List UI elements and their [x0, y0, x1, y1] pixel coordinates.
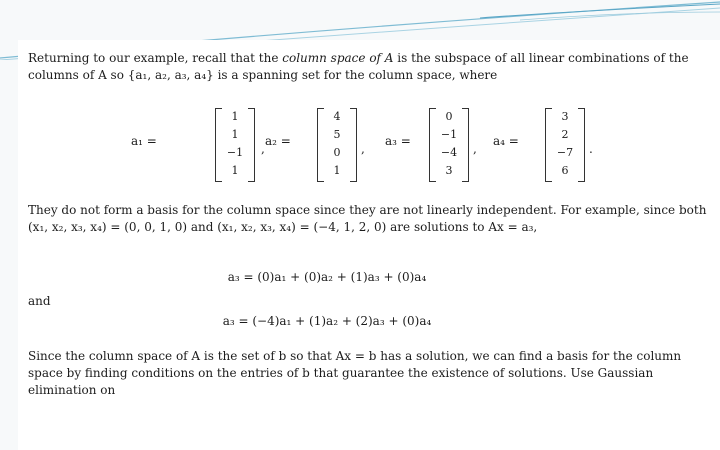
vector-separator: , — [361, 142, 365, 156]
matrix-entry: −1 — [440, 128, 458, 141]
matrix-entry: 6 — [561, 164, 569, 177]
vector-separator: . — [589, 142, 593, 156]
matrix-entry: 1 — [231, 128, 239, 141]
matrix-entry: 5 — [333, 128, 341, 141]
matrix-entry: −7 — [556, 146, 574, 159]
matrix-entry: 1 — [333, 164, 341, 177]
vector-matrix — [223, 108, 247, 180]
matrix-entry: 4 — [333, 110, 341, 123]
matrix-entry: 1 — [231, 110, 239, 123]
vector-label: a₃ = — [385, 134, 411, 148]
basis-paragraph: They do not form a basis for the column space since they are not linearly independent. For example, since both (x₁, x₂, x₃, x₄) = (0, 0, 1, 0) and (x₁, x₂, x₃, x₄) = (−4, 1, 2, 0) are solutions to Ax = a₃, — [28, 203, 707, 234]
column-space-term: column space of A — [282, 51, 394, 65]
slide-content — [18, 40, 720, 450]
matrix-entry: −4 — [440, 146, 458, 159]
equation-2: a₃ = (−4)a₁ + (1)a₂ + (2)a₃ + (0)a₄ — [222, 314, 432, 328]
intro-paragraph — [28, 50, 708, 84]
and-connector: and — [28, 294, 51, 308]
matrix-entry: 3 — [561, 110, 569, 123]
matrix-entry: 0 — [445, 110, 453, 123]
matrix-entry: 0 — [333, 146, 341, 159]
equation-1: a₃ = (0)a₁ + (0)a₂ + (1)a₃ + (0)a₄ — [227, 270, 427, 284]
vector-matrix — [437, 108, 461, 180]
vector-matrix — [325, 108, 349, 180]
vector-matrix — [553, 108, 577, 180]
vector-label: a₁ = — [131, 134, 157, 148]
closing-paragraph: Since the column space of A is the set of b so that Ax = b has a solution, we can find a basis for the column space by finding conditions on the entries of b that guarantee the existence of solutions. Use Gaussian elimination on — [28, 349, 682, 397]
intro-text-2: is the subspace of all linear combinations of the columns of A so {a₁, a₂, a₃, a₄} is a spanning set for the column space, where — [28, 51, 689, 82]
vector-separator: , — [473, 142, 477, 156]
intro-text-1: Returning to our example, recall that the — [28, 51, 283, 65]
matrix-entry: 2 — [561, 128, 569, 141]
matrix-entry: 1 — [231, 164, 239, 177]
vector-separator: , — [261, 142, 265, 156]
matrix-entry: 3 — [445, 164, 453, 177]
vector-label: a₄ = — [493, 134, 519, 148]
matrix-entry: −1 — [226, 146, 244, 159]
vector-label: a₂ = — [265, 134, 291, 148]
